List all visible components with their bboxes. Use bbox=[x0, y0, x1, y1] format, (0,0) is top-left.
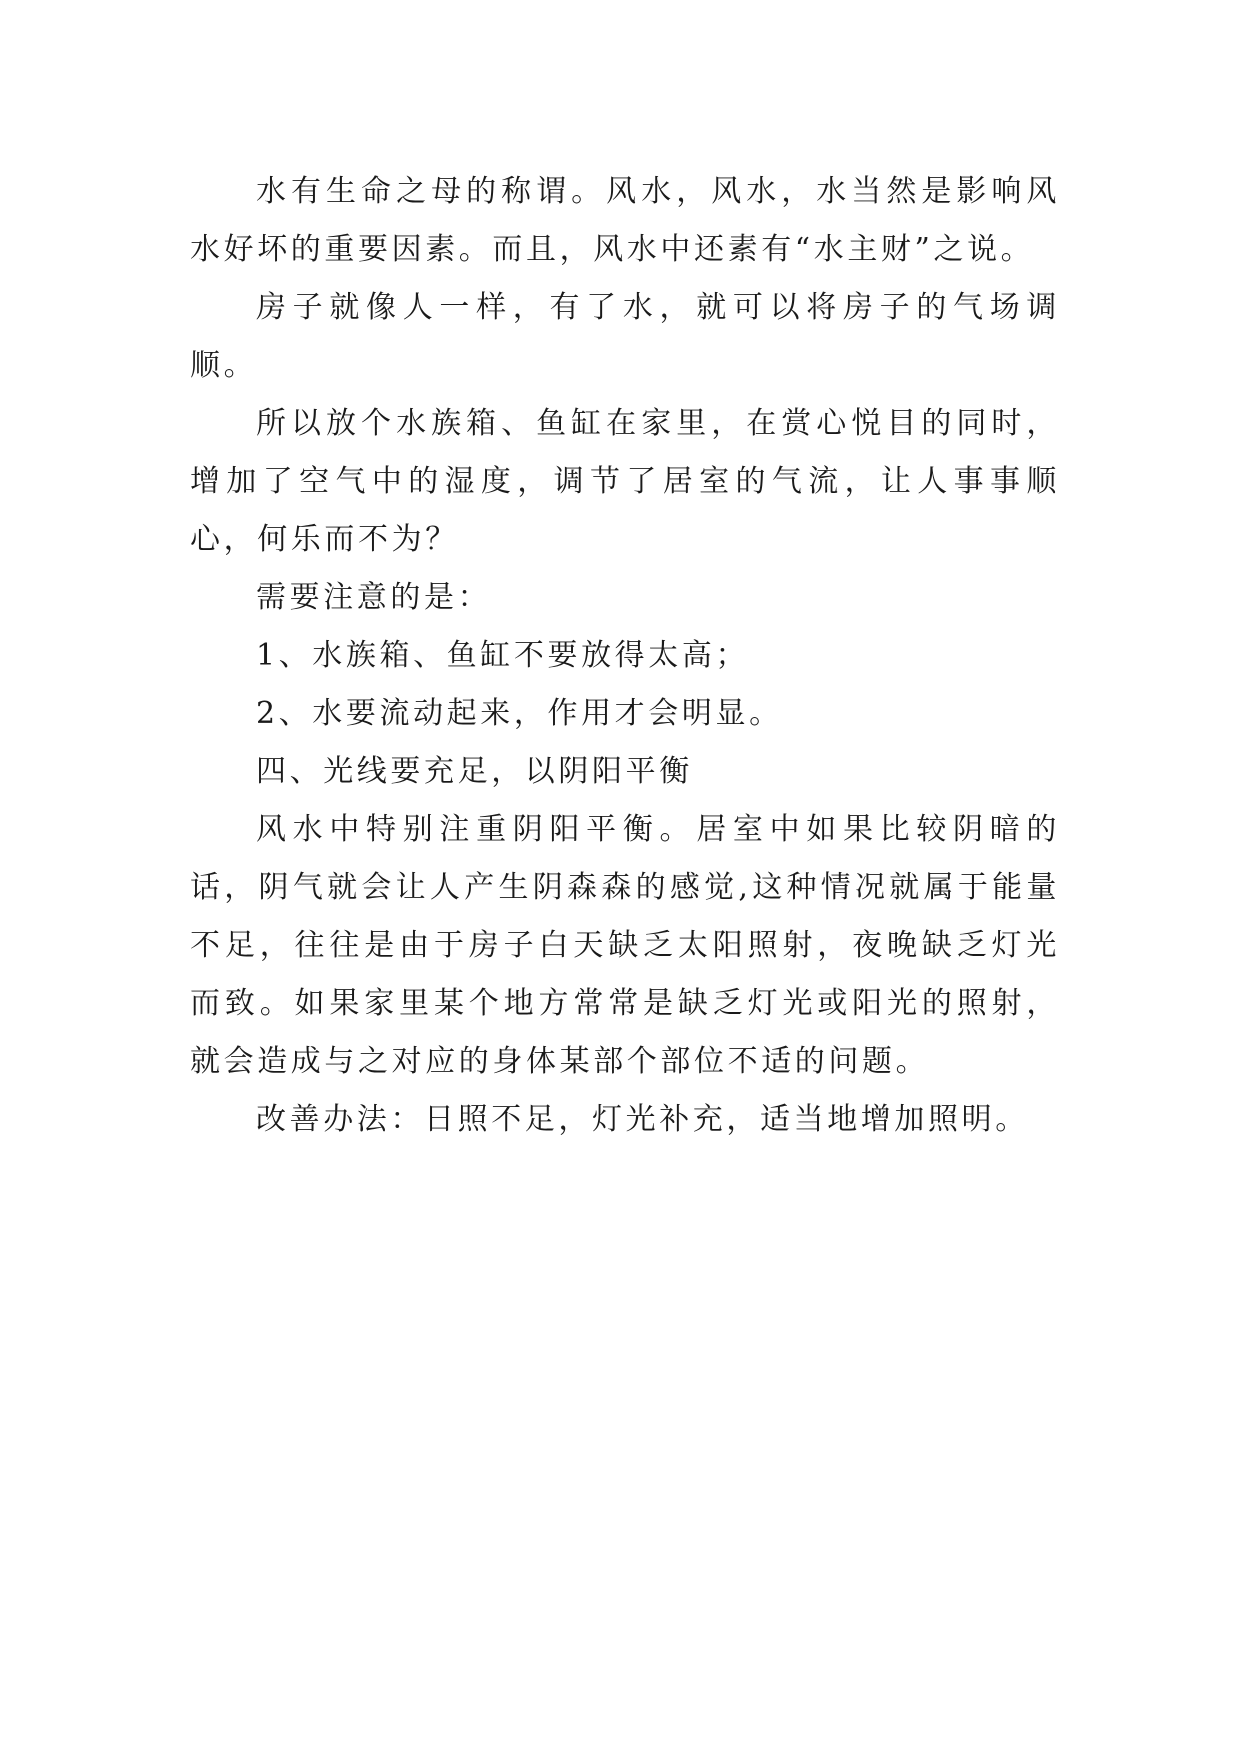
paragraph-remedy: 改善办法：日照不足，灯光补充，适当地增加照明。 bbox=[256, 1102, 1029, 1137]
list-item-note-2: 2、水要流动起来，作用才会明显。 bbox=[256, 696, 783, 731]
paragraph-water-intro: 水有生命之母的称谓。风水，风水，水当然是影响风水好坏的重要因素。而且，风水中还素有“水主财”之说。 bbox=[190, 174, 1060, 267]
section-heading-light: 四、光线要充足，以阴阳平衡 bbox=[256, 754, 693, 789]
list-item-note-1: 1、水族箱、鱼缸不要放得太高； bbox=[256, 638, 750, 673]
document-body bbox=[190, 163, 1060, 1149]
paragraph-notes-heading: 需要注意的是： bbox=[256, 580, 492, 615]
paragraph-house-water: 房子就像人一样，有了水，就可以将房子的气场调顺。 bbox=[190, 290, 1060, 383]
paragraph-aquarium: 所以放个水族箱、鱼缸在家里，在赏心悦目的同时，增加了空气中的湿度，调节了居室的气流，让人事事顺心，何乐而不为？ bbox=[190, 406, 1060, 557]
paragraph-yin-yang: 风水中特别注重阴阳平衡。居室中如果比较阴暗的话，阴气就会让人产生阴森森的感觉,这种情况就属于能量不足，往往是由于房子白天缺乏太阳照射，夜晚缺乏灯光而致。如果家里某个地方常常是缺乏灯光或阳光的照射，就会造成与之对应的身体某部个部位不适的问题。 bbox=[190, 812, 1060, 1079]
